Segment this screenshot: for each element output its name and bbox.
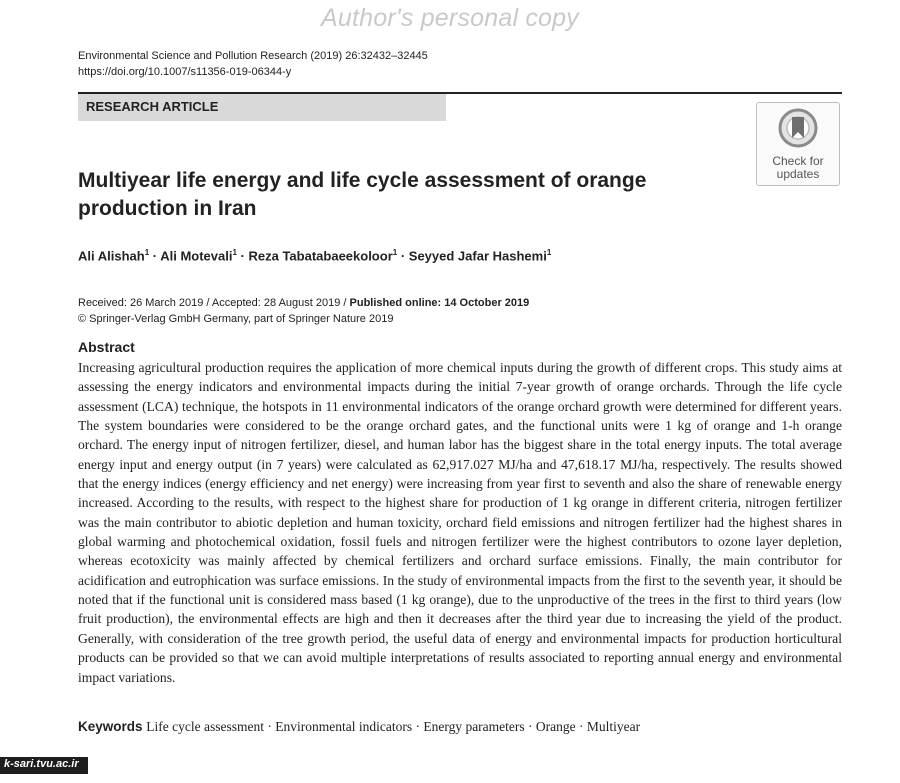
- watermark: Author's personal copy: [321, 4, 579, 32]
- article-type-bar: [78, 94, 446, 121]
- paper-title: Multiyear life energy and life cycle assessment of orange production in Iran: [78, 169, 647, 220]
- crossmark-icon: [778, 108, 818, 148]
- footer-site-url[interactable]: k-sari.tvu.ac.ir: [4, 758, 79, 770]
- abstract-heading: Abstract: [78, 339, 135, 355]
- abstract-text: Increasing agricultural production requires the application of more chemical inputs during the growth of different crops. This study aims at assessing the energy indicators and environmental impacts during the initial 7-year growth of orange orchards. Through the life cycle assessment (LCA) technique, the hotspots in 11 environmental indicators of the orange orchard growth were determined for different years. The system boundaries were considered to be the orange orchard gates, and the functional units were 1 kg of orange and 1-h orange orchard. The energy input of nitrogen fertilizer, diesel, and human labor has the biggest share in the total energy inputs. The total average energy input and energy output (in 7 years) were calculated as 62,917.027 MJ/ha and 47,618.17 MJ/ha, respectively. The results showed that the energy indices (energy efficiency and net energy) were increasing from year first to seventh and also the share of renewable energy increased. According to the results, with respect to the highest share for production of 1 kg orange in different criteria, nitrogen fertilizer was the main contributor to abiotic depletion and human toxicity, orchard field emissions and nitrogen fertilizer had the highest shares in global warming and photochemical oxidation, fossil fuels and nitrogen fertilizer were the highest contributors to ozone layer depletion, whereas ecotoxicity was mainly affected by chemical fertilizers and orchard surface emissions. Finally, the main contributor for acidification and eutrophication was surface emissions. In the study of environmental impacts from the first to the seventh year, it should be noted that if the functional unit is considered mass based (1 kg orange), due to the unproductive of the trees in the first to third years (low fruit production), the environmental effects are high and then it decreases after the third year due to increasing the yield of the product. Generally, with consideration of the tree growth period, the useful data of energy and environmental impacts for production horticultural products can be provided so that we can avoid multiple interpretations of results associated to reporting annual energy and environmental impact variations.: [78, 360, 842, 685]
- journal-info: [78, 48, 428, 80]
- received-date: Received: 26 March 2019 /: [78, 297, 210, 309]
- keywords-label: Keywords: [78, 719, 143, 734]
- accepted-date: Accepted: 28 August 2019 /: [211, 297, 347, 309]
- author-name[interactable]: Reza Tabatabaeekoloor: [248, 248, 393, 264]
- check-updates-line2: updates: [776, 167, 820, 181]
- check-for-updates-badge[interactable]: [756, 102, 840, 186]
- author-name[interactable]: Ali Alishah: [78, 248, 145, 264]
- doi-link[interactable]: https://doi.org/10.1007/s11356-019-06344-y: [78, 66, 292, 78]
- keywords: [78, 719, 640, 735]
- article-type: RESEARCH ARTICLE: [86, 99, 219, 114]
- author-affiliation: 1: [546, 248, 552, 257]
- author-name[interactable]: Ali Motevali: [160, 248, 233, 264]
- journal-citation: Environmental Science and Pollution Research (2019) 26:32432–32445: [78, 50, 428, 62]
- author-list: Ali Alishah$^1$ · Ali Motevali$^1$ · Reza Tabatabaeekoloor$^1$ · Seyyed Jafar Hashemi$^1$: [78, 248, 552, 264]
- check-updates-line1: Check for: [772, 154, 824, 168]
- published-date: Published online: 14 October 2019: [349, 297, 530, 309]
- footer-site-badge: [0, 757, 88, 774]
- copyright: © Springer-Verlag GmbH Germany, part of Springer Nature 2019: [78, 313, 394, 325]
- author-affiliation: 1: [144, 248, 150, 257]
- author-name[interactable]: Seyyed Jafar Hashemi: [408, 248, 547, 264]
- author-affiliation: 1: [392, 248, 398, 257]
- keywords-list: Life cycle assessment · Environmental indicators · Energy parameters · Orange · Multiyear: [146, 719, 641, 734]
- author-affiliation: 1: [232, 248, 237, 257]
- publication-dates: [78, 295, 529, 327]
